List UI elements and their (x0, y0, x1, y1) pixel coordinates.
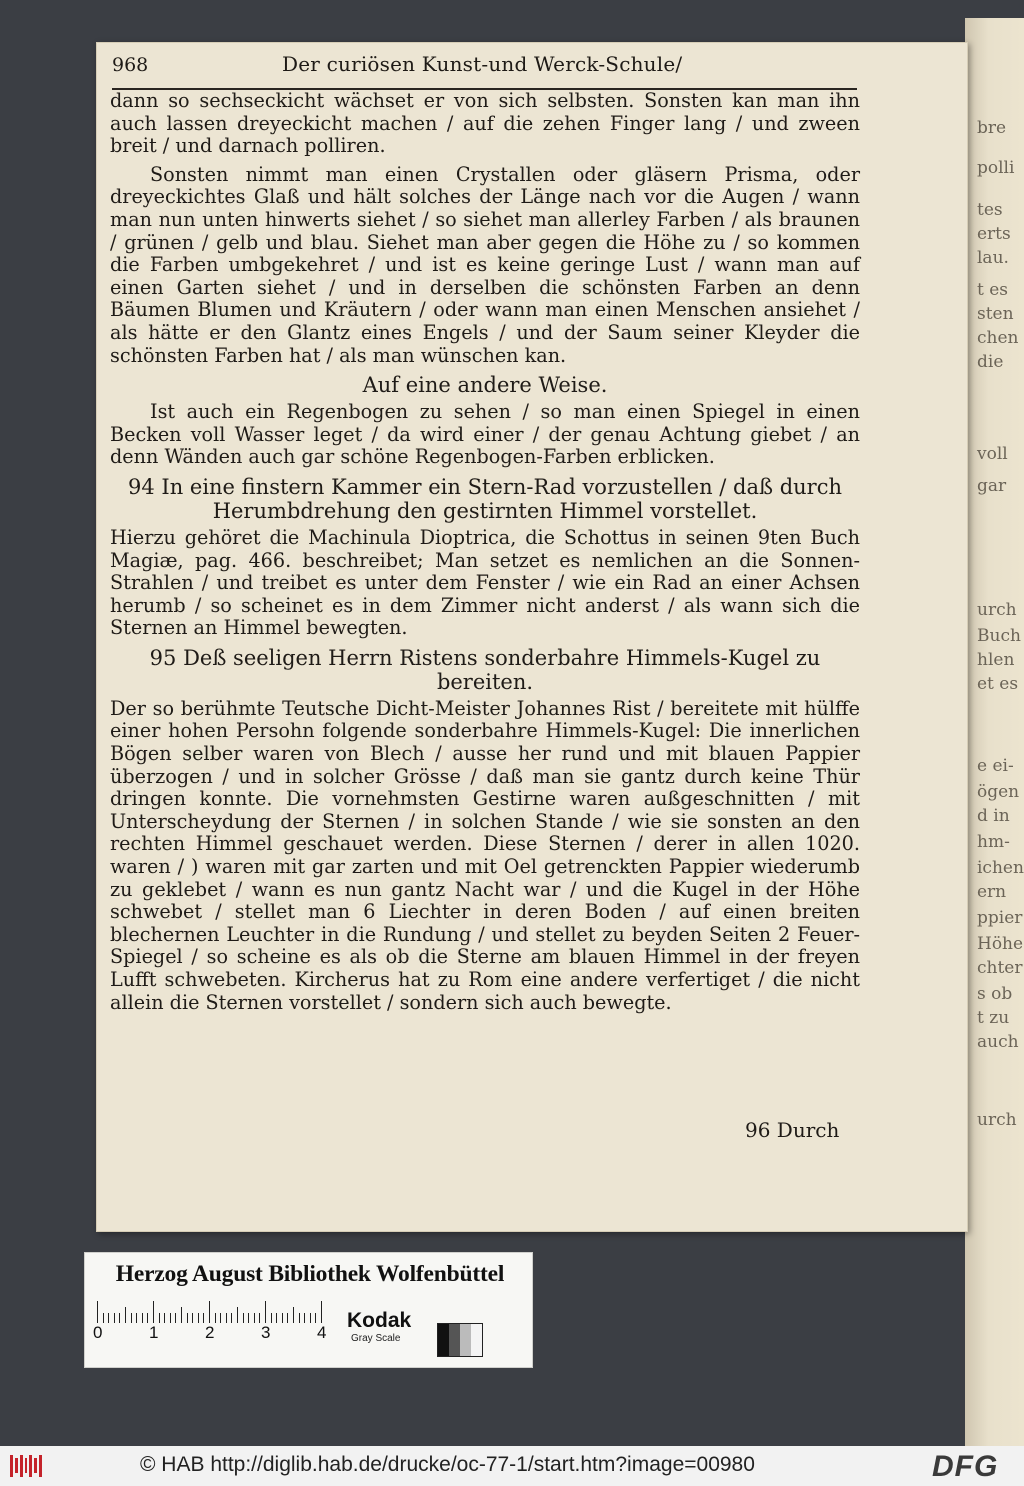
ruler-tick (231, 1313, 232, 1323)
ruler-tick (131, 1313, 132, 1323)
ruler-tick (215, 1313, 216, 1323)
adjacent-page-fragment: et es (977, 674, 1019, 694)
ruler-number: 2 (205, 1323, 215, 1342)
adjacent-page-fragment: ögen (977, 782, 1020, 802)
adjacent-page-fragment: urch (977, 600, 1017, 620)
adjacent-page-fragment: hlen (977, 650, 1015, 670)
adjacent-page-edge (965, 18, 1024, 1446)
ruler-tick (237, 1307, 238, 1323)
ruler-tick (299, 1313, 300, 1323)
paragraph: Sonsten nimmt man einen Crystallen oder gläsern Prisma, oder dreyeckichtes Glaß und hält solches der Länge nach vor die Augen / wann man nun unten hinwerts siehet / so siehet man allerley Farben / als braunen / grünen / gelb und blau. Siehet man aber gegen die Höhe zu / so kommen die Farben umbgekehret / und ist es keine geringe Lust / wann man auf einen Garten siehet / und in derselben die schönsten Farben an denn Bäumen Blumen und Kräutern / oder wann man einen Menschen ansiehet / als hätte er den Glantz eines Engels / und der Saum seiner Kleyder die schönsten Farben hat / als man wünschen kan. (110, 162, 860, 367)
library-name: Herzog August Bibliothek Wolfenbüttel (115, 1261, 505, 1287)
section-heading-94: 94 In eine finstern Kammer ein Stern-Rad vorzustellen / daß durch Herumbdrehung den gestirnten Himmel vorstellet. (128, 474, 842, 523)
adjacent-page-fragment: auch (977, 1032, 1019, 1052)
ruler-tick (159, 1313, 160, 1323)
ruler-tick (310, 1313, 311, 1323)
gray-scale-label: Gray Scale (351, 1333, 401, 1344)
dfg-logo: DFG (932, 1450, 999, 1483)
ruler-tick (142, 1313, 143, 1323)
adjacent-page-fragment: Buch (977, 626, 1021, 646)
adjacent-page-fragment: hm- (977, 832, 1010, 852)
ruler-tick (187, 1313, 188, 1323)
ruler-number: 1 (149, 1323, 159, 1342)
paragraph: Ist auch ein Regenbogen zu sehen / so man einen Spiegel in einen Becken voll Wasser leget / da wird einer / der genau Achtung giebet / an denn Wänden auch gar schöne Regenbogen-Farben erblicken. (110, 400, 860, 469)
copyright-url[interactable]: © HAB http://diglib.hab.de/drucke/oc-77-1/start.htm?image=00980 (140, 1453, 755, 1476)
ruler-tick (114, 1313, 115, 1323)
adjacent-page-fragment: urch (977, 1110, 1017, 1130)
section-heading-95: 95 Deß seeligen Herrn Ristens sonderbahre Himmels-Kugel zu bereiten. (149, 645, 821, 694)
adjacent-page-fragment: bre (977, 118, 1007, 138)
paragraph: Hierzu gehöret die Machinula Dioptrica, die Schottus in seinen 9ten Buch Magiæ, pag. 466. beschreibet; Man setzet es nemlichen an die Sonnen-Strahlen / und treibet es unter dem Fenster / wie ein Rad an einer Achsen herumb / so scheinet es in dem Zimmer nicht anderst / als wann sich die Sternen an Himmel bewegten. (110, 525, 860, 640)
adjacent-page-fragment: t es (977, 280, 1009, 300)
ruler-tick (226, 1313, 227, 1323)
ruler-tick (125, 1307, 126, 1323)
gray-scale-swatch (437, 1323, 483, 1357)
ruler-tick (153, 1301, 154, 1323)
ruler-tick (198, 1313, 199, 1323)
adjacent-page-fragment: d in (977, 806, 1010, 826)
paragraph: Der so berühmte Teutsche Dicht-Meister Johannes Rist / bereitete mit hülffe einer hohen Persohn folgende sonderbahre Himmels-Kugel: Die innerlichen Bögen selber waren von Blech / ausse her rund und mit blauen Pappier überzogen / und in solcher Grösse / daß man sie gantz durch keine Thür dringen konnte. Die vornehmsten Gestirne waren außgeschnitten / mit Unterscheydung der Sternen / in solchen Stande / wie sie sonsten an den rechten Himmel geschauet werden. Diese Sternen / derer in allen 1020. waren / ) waren mit gar zarten und mit Oel getrenckten Pappier wiederumb zu geklebet / wann es nun gantz Nacht war / und die Kugel in der Höhe schwebet / stellet man 6 Liechter in deren Boden / auf einen breiten blechernen Leuchter in die Rundung / und stellet zu beyden Seiten 2 Feuer-Spiegel / so scheine es als ob die Sterne am blauen Himmel in der freyen Lufft schwebeten. Kircherus hat zu Rom eine andere verfertiget / die nicht allein die Sternen vorstellet / sondern sich auch bewegte. (110, 696, 860, 1014)
adjacent-page-fragment: lau. (977, 248, 1009, 268)
ruler-tick (136, 1313, 137, 1323)
ruler-tick (304, 1313, 305, 1323)
ruler-tick (243, 1313, 244, 1323)
adjacent-page-fragment: ppier (977, 908, 1023, 928)
ruler-tick (265, 1301, 266, 1323)
ruler-number: 3 (261, 1323, 271, 1342)
adjacent-page-fragment: e ei- (977, 756, 1014, 776)
paragraph: dann so sechseckicht wächset er von sich selbsten. Sonsten kan man ihn auch lassen dreyeckicht machen / auf die zehen Finger lang / und zween breit / und darnach polliren. (110, 89, 860, 158)
adjacent-page-fragment: s ob (977, 984, 1013, 1004)
page-body (110, 90, 860, 1020)
page-number: 968 (112, 54, 149, 76)
kodak-logo: Kodak (347, 1309, 412, 1332)
adjacent-page-fragment: die (977, 352, 1004, 372)
ruler-tick (282, 1313, 283, 1323)
adjacent-page-fragment: ern (977, 882, 1007, 902)
adjacent-page-fragment: polli (977, 158, 1015, 178)
running-title: Der curiösen Kunst-und Werck-Schule/ (282, 52, 683, 76)
ruler-tick (175, 1313, 176, 1323)
ruler-tick (259, 1313, 260, 1323)
adjacent-page-fragment: sten (977, 304, 1014, 324)
adjacent-page-fragment: erts (977, 224, 1011, 244)
adjacent-page-fragment: chen (977, 328, 1019, 348)
ruler-tick (119, 1313, 120, 1323)
ruler-tick (321, 1301, 322, 1323)
ruler-tick (103, 1313, 104, 1323)
ruler-tick (192, 1313, 193, 1323)
ruler-number: 0 (93, 1323, 103, 1342)
ruler-tick (248, 1313, 249, 1323)
ruler-tick (97, 1301, 98, 1323)
ruler-tick (287, 1313, 288, 1323)
ruler-tick (164, 1313, 165, 1323)
color-scale-card (84, 1252, 533, 1368)
ruler-tick (276, 1313, 277, 1323)
ruler-tick (170, 1313, 171, 1323)
adjacent-page-fragment: ichen (977, 858, 1024, 878)
ruler-tick (254, 1313, 255, 1323)
ruler-tick (147, 1313, 148, 1323)
ruler-tick (108, 1313, 109, 1323)
section-heading: Auf eine andere Weise. (362, 373, 608, 398)
ruler-tick (220, 1313, 221, 1323)
ruler-tick (209, 1301, 210, 1323)
ruler-number: 4 (317, 1323, 327, 1342)
ruler-tick (181, 1307, 182, 1323)
ruler-tick (293, 1307, 294, 1323)
ruler-tick (203, 1313, 204, 1323)
footer-bar (0, 1446, 1024, 1486)
adjacent-page-fragment: tes (977, 200, 1003, 220)
adjacent-page-fragment: gar (977, 476, 1007, 496)
library-mark-icon (10, 1455, 42, 1477)
ruler-tick (315, 1313, 316, 1323)
adjacent-page-fragment: voll (977, 444, 1008, 464)
catchword: 96 Durch (745, 1118, 840, 1142)
adjacent-page-fragment: t zu (977, 1008, 1010, 1028)
adjacent-page-fragment: chter (977, 958, 1023, 978)
page-header (112, 48, 857, 90)
ruler-tick (271, 1313, 272, 1323)
adjacent-page-fragment: Höhe (977, 934, 1024, 954)
ruler (93, 1299, 337, 1342)
